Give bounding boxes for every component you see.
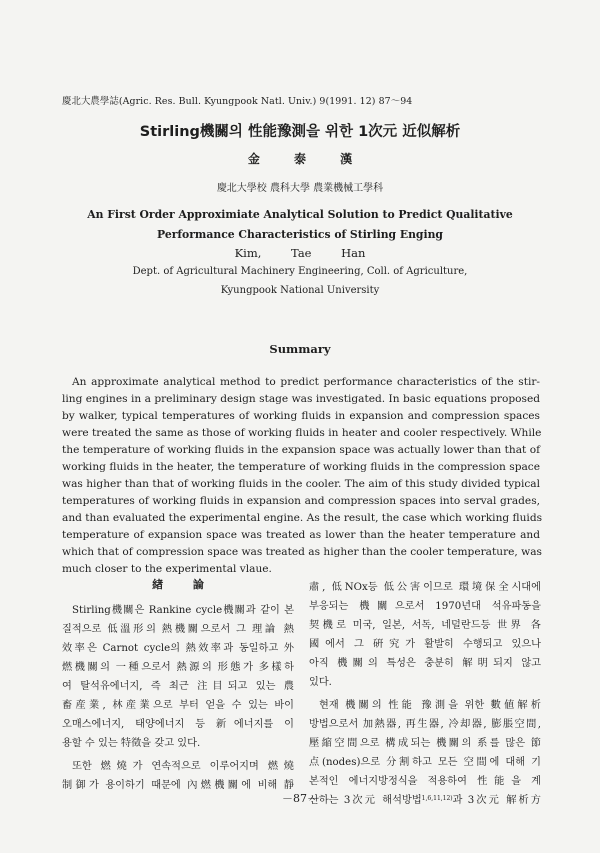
body-text: 산하는 3次元 해석방법 [309, 795, 422, 806]
english-affiliation-line-1: Dept. of Agricultural Machinery Engineering, Coll. of Agriculture, [132, 266, 468, 277]
abstract-line: which that of compression space was treated as higher than the cooler temperature, was [62, 546, 542, 558]
korean-title: Stirling機關의 性能豫測을 위한 1次元 近似解析 [139, 124, 461, 140]
english-title-line-2: Performance Characteristics of Stirling Enging [157, 228, 443, 241]
body-line: 燃機關의 一種으로서 熱源의 形態가 多樣하 [62, 662, 294, 673]
right-column [309, 578, 541, 810]
body-line: 있다. [309, 677, 332, 688]
abstract-line: much closer to the experimental vlaue. [62, 563, 272, 575]
body-line: 아직 機關의 특성은 충분히 解明되지 않고 [309, 658, 541, 669]
abstract-line: temperature of expansion space was treated as lower than the heater temperature and [62, 529, 540, 541]
body-line: 效率은 Carnot cycle의 熱效率과 동일하고 外 [62, 643, 294, 654]
abstract-line: and than evaluated the experimental engine. As the result, the case which working fluids [62, 512, 543, 524]
abstract-line: An approximate analytical method to predict performance characteristics of the stir- [72, 376, 540, 388]
body-line: 肅, 低NOx등 低公害이므로 環境保全시대에 [309, 582, 541, 593]
abstract-line: was higher than that of working fluids in the cooler. The aim of this study divided typical [62, 478, 540, 490]
english-title-line-1: An First Order Approximiate Analytical Solution to Predict Qualitative [87, 208, 513, 221]
abstract-line: by walker, typical temperatures of working fluids in expansion and compression spaces [62, 410, 540, 422]
body-line: 오매스에너지, 태양에너지 등 新에너지를 이 [62, 719, 294, 730]
page-number: －87－ [282, 792, 318, 805]
abstract-line: working fluids in the heater, the temperature of working fluids in the compression space [62, 461, 540, 473]
body-line: 畜産業, 林産業으로 부터 얻을 수 있는 바이 [62, 700, 294, 711]
body-line: 본적인 에너지방정식을 적용하여 性能을 계 [309, 776, 541, 787]
summary-abstract [62, 374, 543, 578]
body-line: 点(nodes)으로 分割하고 모든 空間에 대해 기 [309, 757, 541, 768]
english-affiliation-line-2: Kyungpook National University [220, 285, 380, 296]
body-text: 과 3次元 解析方 [452, 795, 541, 806]
body-line: Stirling機關은 Rankine cycle機關과 같이 본 [72, 605, 294, 616]
body-line: 부응되는 機關으로서 1970년대 석유파동을 [309, 601, 541, 612]
body-line: 질적으로 低溫形의 熱機關으로서 그 理論 熱 [62, 624, 294, 635]
body-line: 여 탈석유에너지, 즉 최근 注目되고 있는 農 [62, 681, 294, 692]
body-line: 용할 수 있는 特徵을 갖고 있다. [62, 738, 201, 749]
citation-superscript: 1,6,11,12) [421, 795, 453, 802]
body-line: 契機로 미국, 일본, 서독, 네덜란드등 世界 各 [309, 620, 541, 631]
abstract-line: ling engines in a preliminary design stage was investigated. In basic equations proposed [62, 393, 540, 405]
abstract-line: the temperature of working fluids in the expansion space was actually lower than that of [62, 444, 540, 456]
summary-heading: Summary [269, 342, 331, 356]
body-line: 방법으로서 加熱器, 再生器, 冷却器, 膨脹空間, [309, 719, 541, 730]
korean-affiliation: 慶北大學校 農科大學 農業機械工學科 [216, 183, 384, 194]
abstract-line: were treated the same as those of working fluids in heater and cooler respectively. While [62, 427, 542, 439]
left-column [62, 575, 294, 795]
body-line: 國에서 그 硏究가 활발히 수행되고 있으나 [309, 639, 541, 650]
section-heading-introduction: 緖 論 [152, 578, 204, 591]
body-line: 制御가 용이하기 때문에 內燃機關에 비해 靜 [62, 780, 294, 791]
english-author: Kim, Tae Han [234, 246, 366, 260]
abstract-line: temperatures of working fluids in expansion and compression spaces into serval grades, [62, 495, 540, 507]
body-line: 현재 機關의 性能 豫測을 위한 數値解析 [319, 700, 541, 711]
journal-citation: 慶北大農學誌(Agric. Res. Bull. Kyungpook Natl. Univ.) 9(1991. 12) 87～94 [62, 96, 413, 107]
body-line: 또한 燃燒가 연속적으로 이루어지며 燃燒 [72, 761, 294, 772]
body-line: 壓縮空間으로 構成되는 機關의 系를 많은 節 [309, 738, 541, 749]
korean-author: 金 泰 漢 [247, 152, 353, 166]
